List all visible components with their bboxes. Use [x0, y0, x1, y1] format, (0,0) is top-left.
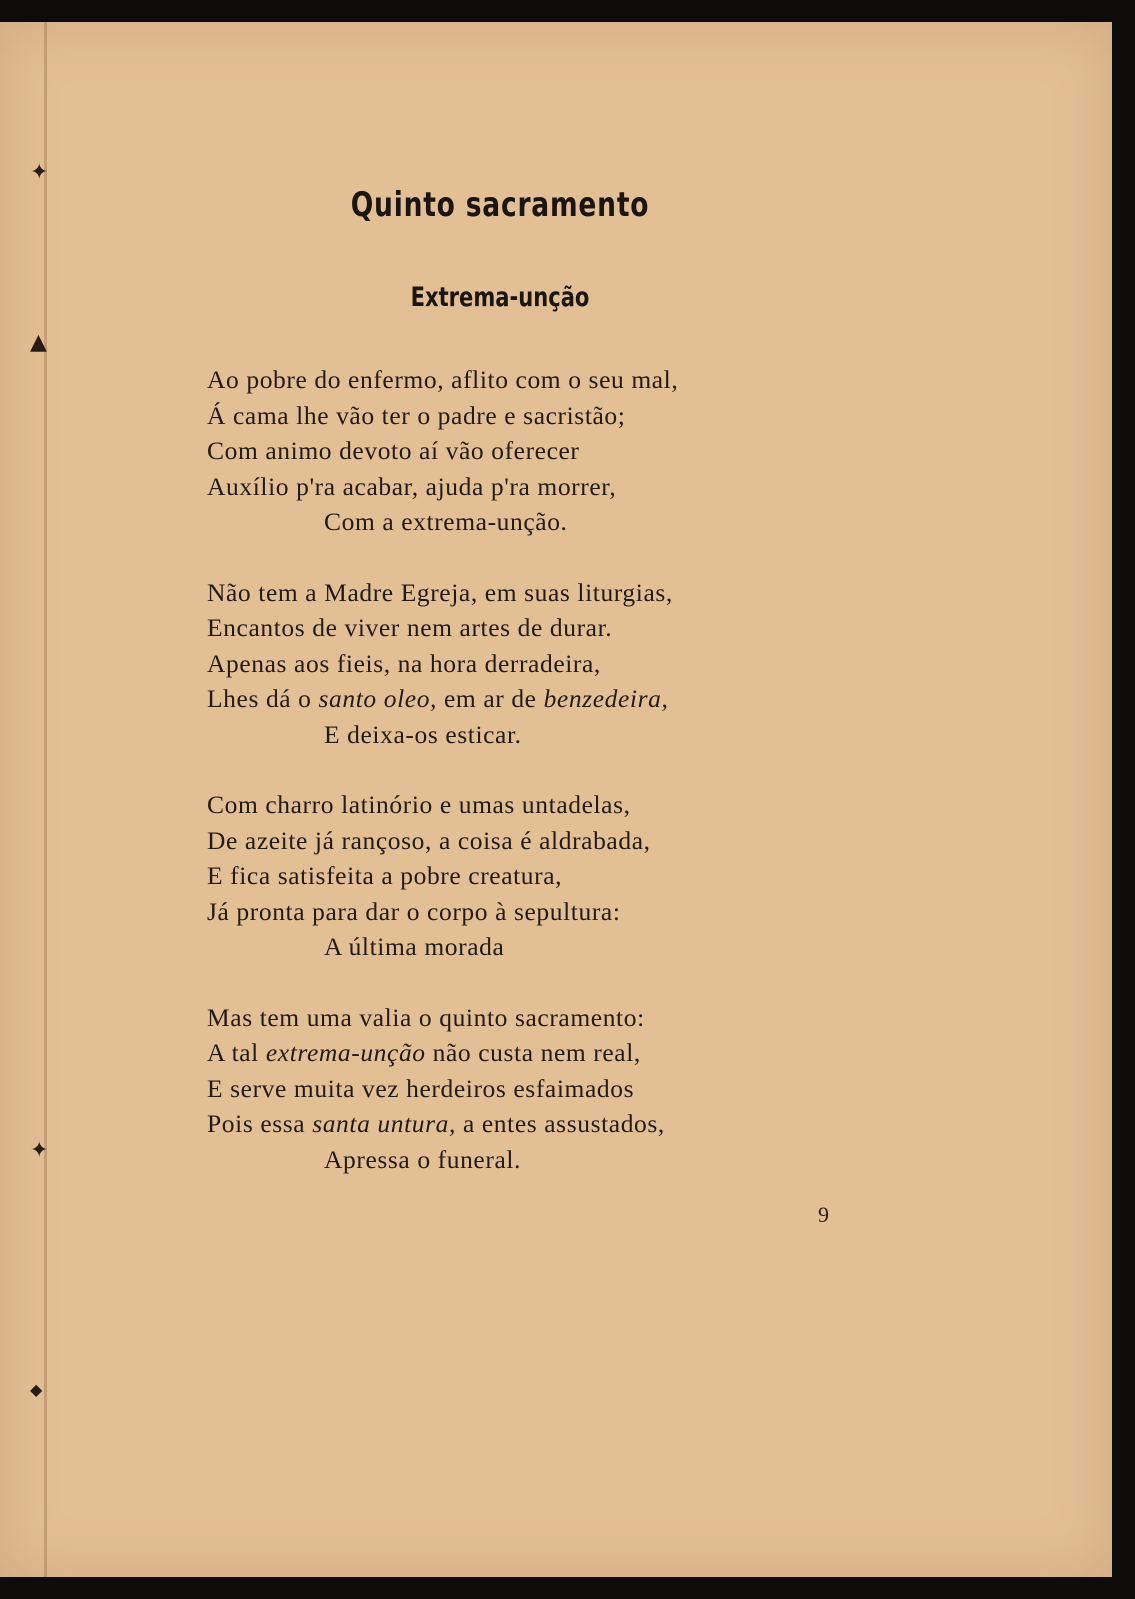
poem-line: Mas tem uma valia o quinto sacramento: [207, 1002, 645, 1032]
poem-line: Ao pobre do enfermo, aflito com o seu mal, [207, 365, 679, 394]
stanza [207, 787, 827, 965]
poem-line: Apenas aos fieis, na hora derradeira, [207, 648, 601, 678]
stanza [207, 575, 827, 753]
italic-text: santo oleo, [318, 684, 438, 713]
line-text: não custa nem real, [425, 1038, 641, 1067]
italic-text: extrema-unção [265, 1038, 426, 1067]
binding-mark: ✦ [30, 1138, 49, 1163]
poem-line: Com charro latinório e umas untadelas, [207, 790, 631, 819]
italic-text: benzedeira, [543, 684, 669, 713]
line-text: em ar de [437, 684, 544, 713]
poem-line: Não tem a Madre Egreja, em suas liturgias, [207, 577, 673, 607]
book-page [0, 22, 1112, 1577]
poem-line: E fica satisfeita a pobre creatura, [207, 861, 563, 890]
poem-line [207, 1035, 827, 1071]
poem-line: Á cama lhe vão ter o padre e sacristão; [207, 400, 626, 430]
binding-mark: ✦ [30, 160, 49, 185]
italic-text: santa untura, [312, 1109, 457, 1138]
poem-refrain-line: Apressa o funeral. [324, 1144, 522, 1174]
page-number: 9 [818, 1202, 829, 1227]
line-text: Lhes dá o [207, 684, 319, 713]
line-text: A tal [207, 1038, 266, 1067]
line-text: a entes assustados, [456, 1109, 665, 1138]
stanza [207, 362, 827, 540]
page-title: Quinto sacramento [350, 184, 650, 225]
poem-line: Auxílio p'ra acabar, ajuda p'ra morrer, [207, 471, 617, 501]
poem-line: Já pronta para dar o corpo à sepultura: [207, 896, 621, 926]
page-spine [44, 22, 47, 1577]
poem-refrain-line: A última morada [324, 932, 505, 961]
poem-body [207, 362, 827, 1212]
poem-line: De azeite já rançoso, a coisa é aldrabada, [207, 825, 651, 855]
binding-mark: ◆ [30, 1380, 43, 1399]
poem-refrain-line: E deixa-os esticar. [324, 719, 522, 749]
poem-line: Encantos de viver nem artes de durar. [207, 613, 613, 642]
section-subtitle: Extrema-unção [410, 282, 590, 314]
poem-line: E serve muita vez herdeiros esfaimados [207, 1073, 635, 1103]
binding-mark: ▲ [30, 330, 47, 355]
poem-line [207, 681, 827, 717]
line-text: Pois essa [207, 1109, 313, 1138]
poem-line: Com animo devoto aí vão oferecer [207, 436, 580, 465]
poem-line [207, 1106, 827, 1142]
stanza [207, 1000, 827, 1178]
poem-refrain-line: Com a extrema-unção. [324, 507, 568, 536]
